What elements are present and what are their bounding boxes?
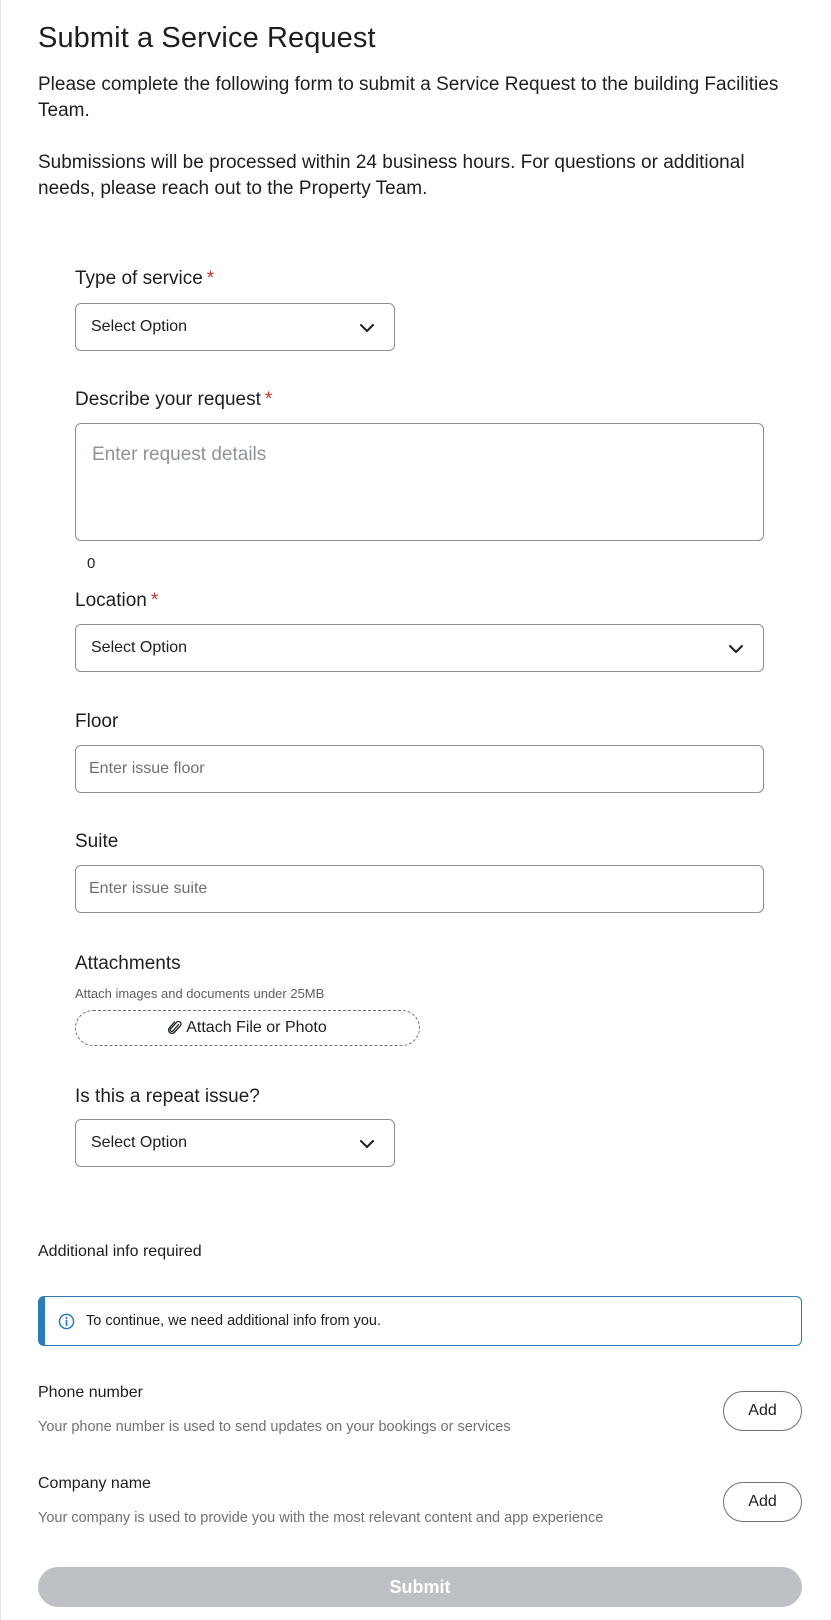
description-textarea[interactable] — [75, 423, 764, 541]
location-label-text: Location — [75, 590, 147, 611]
additional-info-notice — [38, 1296, 802, 1346]
required-mark: * — [264, 389, 273, 410]
paperclip-icon — [168, 1020, 182, 1036]
chevron-down-icon — [358, 319, 376, 337]
floor-input[interactable] — [75, 745, 764, 793]
description-label-text: Describe your request — [75, 389, 261, 410]
info-icon — [58, 1313, 75, 1330]
page-edge-divider — [0, 0, 1, 1620]
company-name-title: Company name — [38, 1475, 151, 1492]
chevron-down-icon — [358, 1135, 376, 1153]
company-name-description: Your company is used to provide you with the most relevant content and app experience — [38, 1510, 604, 1526]
location-value: Select Option — [91, 639, 188, 656]
suite-placeholder: Enter issue suite — [89, 880, 208, 897]
add-company-button[interactable]: Add — [723, 1482, 802, 1522]
location-select[interactable] — [75, 624, 764, 672]
description-placeholder: Enter request details — [92, 444, 267, 465]
additional-info-heading: Additional info required — [38, 1243, 202, 1260]
required-mark: * — [206, 268, 215, 289]
service-type-label — [75, 268, 214, 290]
service-type-value: Select Option — [91, 318, 188, 335]
description-label — [75, 389, 272, 411]
page-title: Submit a Service Request — [38, 22, 376, 54]
repeat-issue-select[interactable] — [75, 1119, 395, 1167]
intro-text: Please complete the following form to submit a Service Request to the building Facilities Team. — [38, 74, 779, 121]
suite-input[interactable] — [75, 865, 764, 913]
phone-number-title: Phone number — [38, 1384, 143, 1401]
attachments-hint: Attach images and documents under 25MB — [75, 986, 325, 1001]
chevron-down-icon — [727, 640, 745, 658]
required-mark: * — [150, 590, 159, 611]
processing-note: Submissions will be processed within 24 business hours. For questions or additional needs, please reach out to the Property Team. — [38, 152, 745, 199]
service-type-select[interactable] — [75, 303, 395, 351]
attach-file-label: Attach File or Photo — [186, 1019, 327, 1036]
phone-number-description: Your phone number is used to send updates on your bookings or services — [38, 1419, 511, 1435]
floor-label: Floor — [75, 711, 119, 732]
attach-file-button[interactable] — [75, 1010, 420, 1046]
repeat-issue-label: Is this a repeat issue? — [75, 1086, 260, 1107]
floor-placeholder: Enter issue floor — [89, 760, 205, 777]
suite-label: Suite — [75, 831, 119, 852]
notice-text: To continue, we need additional info from you. — [86, 1313, 382, 1329]
add-phone-button[interactable]: Add — [723, 1391, 802, 1431]
location-label — [75, 590, 158, 612]
repeat-issue-value: Select Option — [91, 1134, 188, 1151]
attachments-label: Attachments — [75, 953, 181, 974]
service-type-label-text: Type of service — [75, 268, 203, 289]
submit-button[interactable]: Submit — [38, 1567, 802, 1607]
character-count: 0 — [87, 555, 96, 572]
